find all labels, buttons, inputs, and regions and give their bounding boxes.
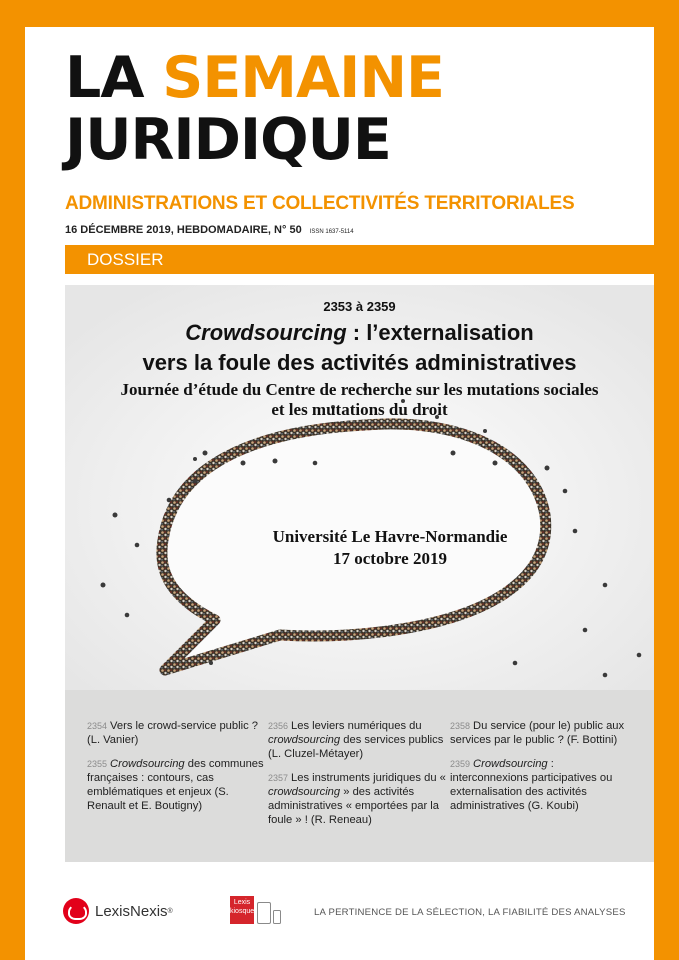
title-part1: LA [65,45,144,111]
lexisnexis-emblem-icon [63,898,89,924]
dossier-bar [65,245,654,274]
article-number: 2355 [87,759,108,769]
event-place: Université Le Havre-Normandie [272,527,508,546]
journal-subtitle: ADMINISTRATIONS ET COLLECTIVITÉS TERRITORIALES [65,193,575,214]
article-number: 2358 [450,721,471,731]
kiosque-logo [230,896,254,924]
summary-column-3 [450,719,628,823]
dossier-label: DOSSIER [87,250,164,269]
subtitle-line2: et les mutations du droit [271,400,448,419]
article-number: 2359 [450,759,471,769]
lexis-kiosque-badge[interactable] [230,896,281,924]
article-text-pre: Les leviers numériques du [291,720,422,732]
article-text: : interconnexions participatives ou externalisation des activités administratives (G. Koubi) [450,758,613,812]
event-date: 17 octobre 2019 [333,549,447,568]
article-text: des services publics (L. Cluzel-Métayer) [268,734,444,760]
title-part2: SEMAINE [162,45,444,111]
summary-item[interactable] [268,719,446,761]
summary-item[interactable] [87,757,265,813]
footer-tagline: LA PERTINENCE DE LA SÉLECTION, LA FIABILITÉ DES ANALYSES [314,907,626,918]
article-text-italic: Crowdsourcing [473,758,548,770]
dossier-title [65,318,654,378]
summary-item[interactable] [268,771,446,827]
article-text-italic: crowdsourcing [268,786,341,798]
masthead-title [65,47,444,171]
subtitle-line1: Journée d’étude du Centre de recherche sur les mutations sociales [120,380,599,399]
article-range: 2353 à 2359 [323,299,396,314]
article-number: 2357 [268,773,289,783]
issue-date: 16 DÉCEMBRE 2019, HEBDOMADAIRE, N° 50 [65,224,302,236]
event-info [270,526,510,570]
title-rest: : l’externalisation [346,320,534,345]
summary-column-2 [268,719,446,837]
hero-image [65,285,654,690]
cover-content [25,27,654,960]
phone-icon [273,910,281,924]
publisher-name: LexisNexis [95,902,168,920]
summary-box [65,690,654,862]
title-line2: vers la foule des activités administratives [142,350,577,375]
summary-item[interactable] [87,719,265,747]
article-text: Du service (pour le) public aux services par le public ? (F. Bottini) [450,720,625,746]
article-text-italic: crowdsourcing [268,734,341,746]
title-italic-term: Crowdsourcing [185,320,347,345]
lexisnexis-logo[interactable] [63,898,173,924]
article-text: » des activités administratives « emportées par la foule » ! (R. Reneau) [268,786,439,826]
kiosque-line1: Lexis [233,899,251,906]
registered-mark: ® [167,907,173,915]
summary-item[interactable] [450,719,628,747]
article-text-pre: Les instruments juridiques du « [291,772,446,784]
article-number: 2354 [87,721,108,731]
title-line2: JURIDIQUE [65,107,391,173]
dossier-subtitle [65,380,654,420]
article-text-italic: Crowdsourcing [110,758,185,770]
summary-item[interactable] [450,757,628,813]
summary-column-1 [87,719,265,823]
article-number: 2356 [268,721,289,731]
tablet-icon [257,902,271,924]
issue-line [65,224,354,236]
article-text: Vers le crowd-service public ? (L. Vanier) [87,720,259,746]
article-text: des communes françaises : contours, cas emblématiques et enjeux (S. Renault et E. Boutigny) [87,758,264,812]
kiosque-line2: kiosque [230,908,255,915]
issn: ISSN 1637-5114 [309,229,354,235]
